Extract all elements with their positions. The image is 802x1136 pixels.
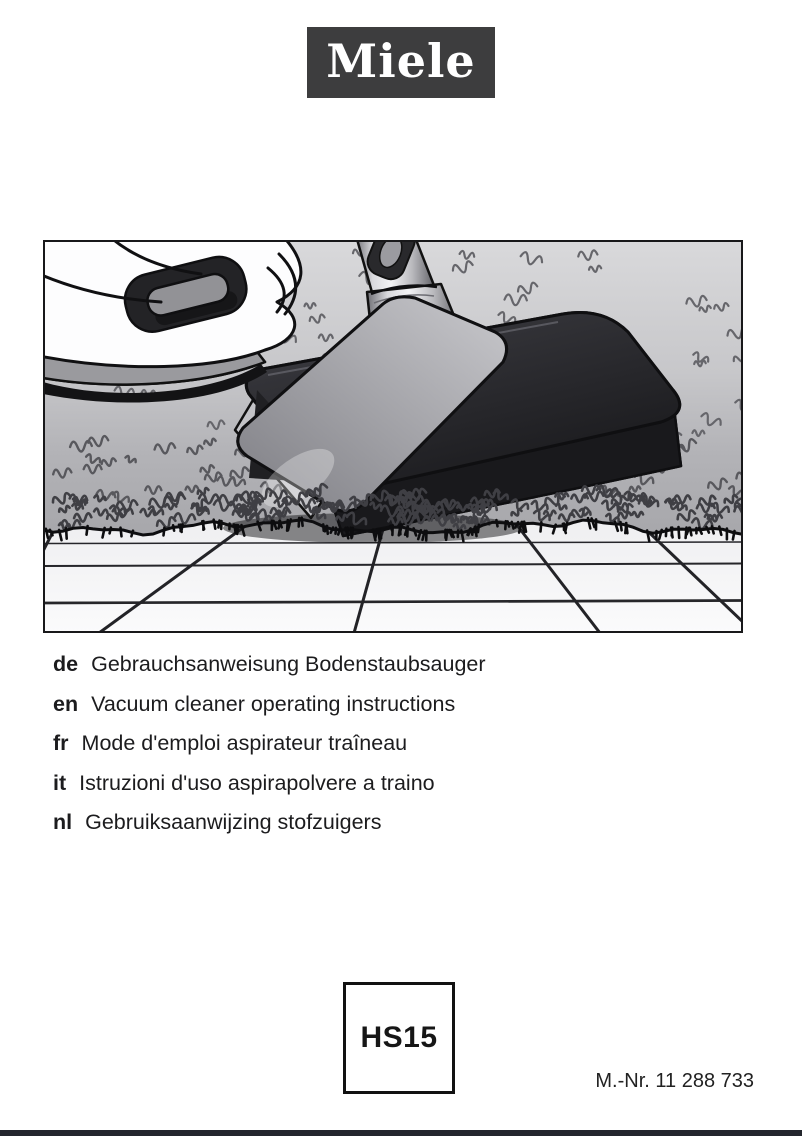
model-box — [343, 982, 455, 1094]
language-title: Gebrauchsanweisung Bodenstaubsauger — [91, 652, 486, 676]
language-row-de — [53, 652, 693, 692]
language-row-en — [53, 692, 693, 732]
material-number: M.-Nr. 11 288 733 — [595, 1070, 754, 1092]
language-code: en — [53, 691, 79, 716]
footer-bar — [0, 1130, 802, 1136]
language-row-fr — [53, 731, 693, 771]
language-title: Gebruiksaanwijzing stofzuigers — [85, 810, 382, 835]
language-code: nl — [53, 810, 73, 835]
language-list — [53, 652, 693, 850]
brand-logo-text: Miele — [326, 33, 476, 88]
language-code: fr — [53, 731, 69, 756]
language-title: Istruzioni d'uso aspirapolvere a traino — [79, 770, 435, 795]
model-label: HS15 — [360, 1021, 438, 1054]
cover-illustration — [43, 240, 743, 633]
language-code: it — [53, 770, 67, 795]
language-row-nl — [53, 810, 693, 850]
language-row-it — [53, 771, 693, 811]
language-code: de — [53, 652, 79, 676]
brand-logo — [307, 27, 495, 98]
language-title: Vacuum cleaner operating instructions — [91, 691, 456, 716]
language-title: Mode d'emploi aspirateur traîneau — [81, 731, 408, 756]
